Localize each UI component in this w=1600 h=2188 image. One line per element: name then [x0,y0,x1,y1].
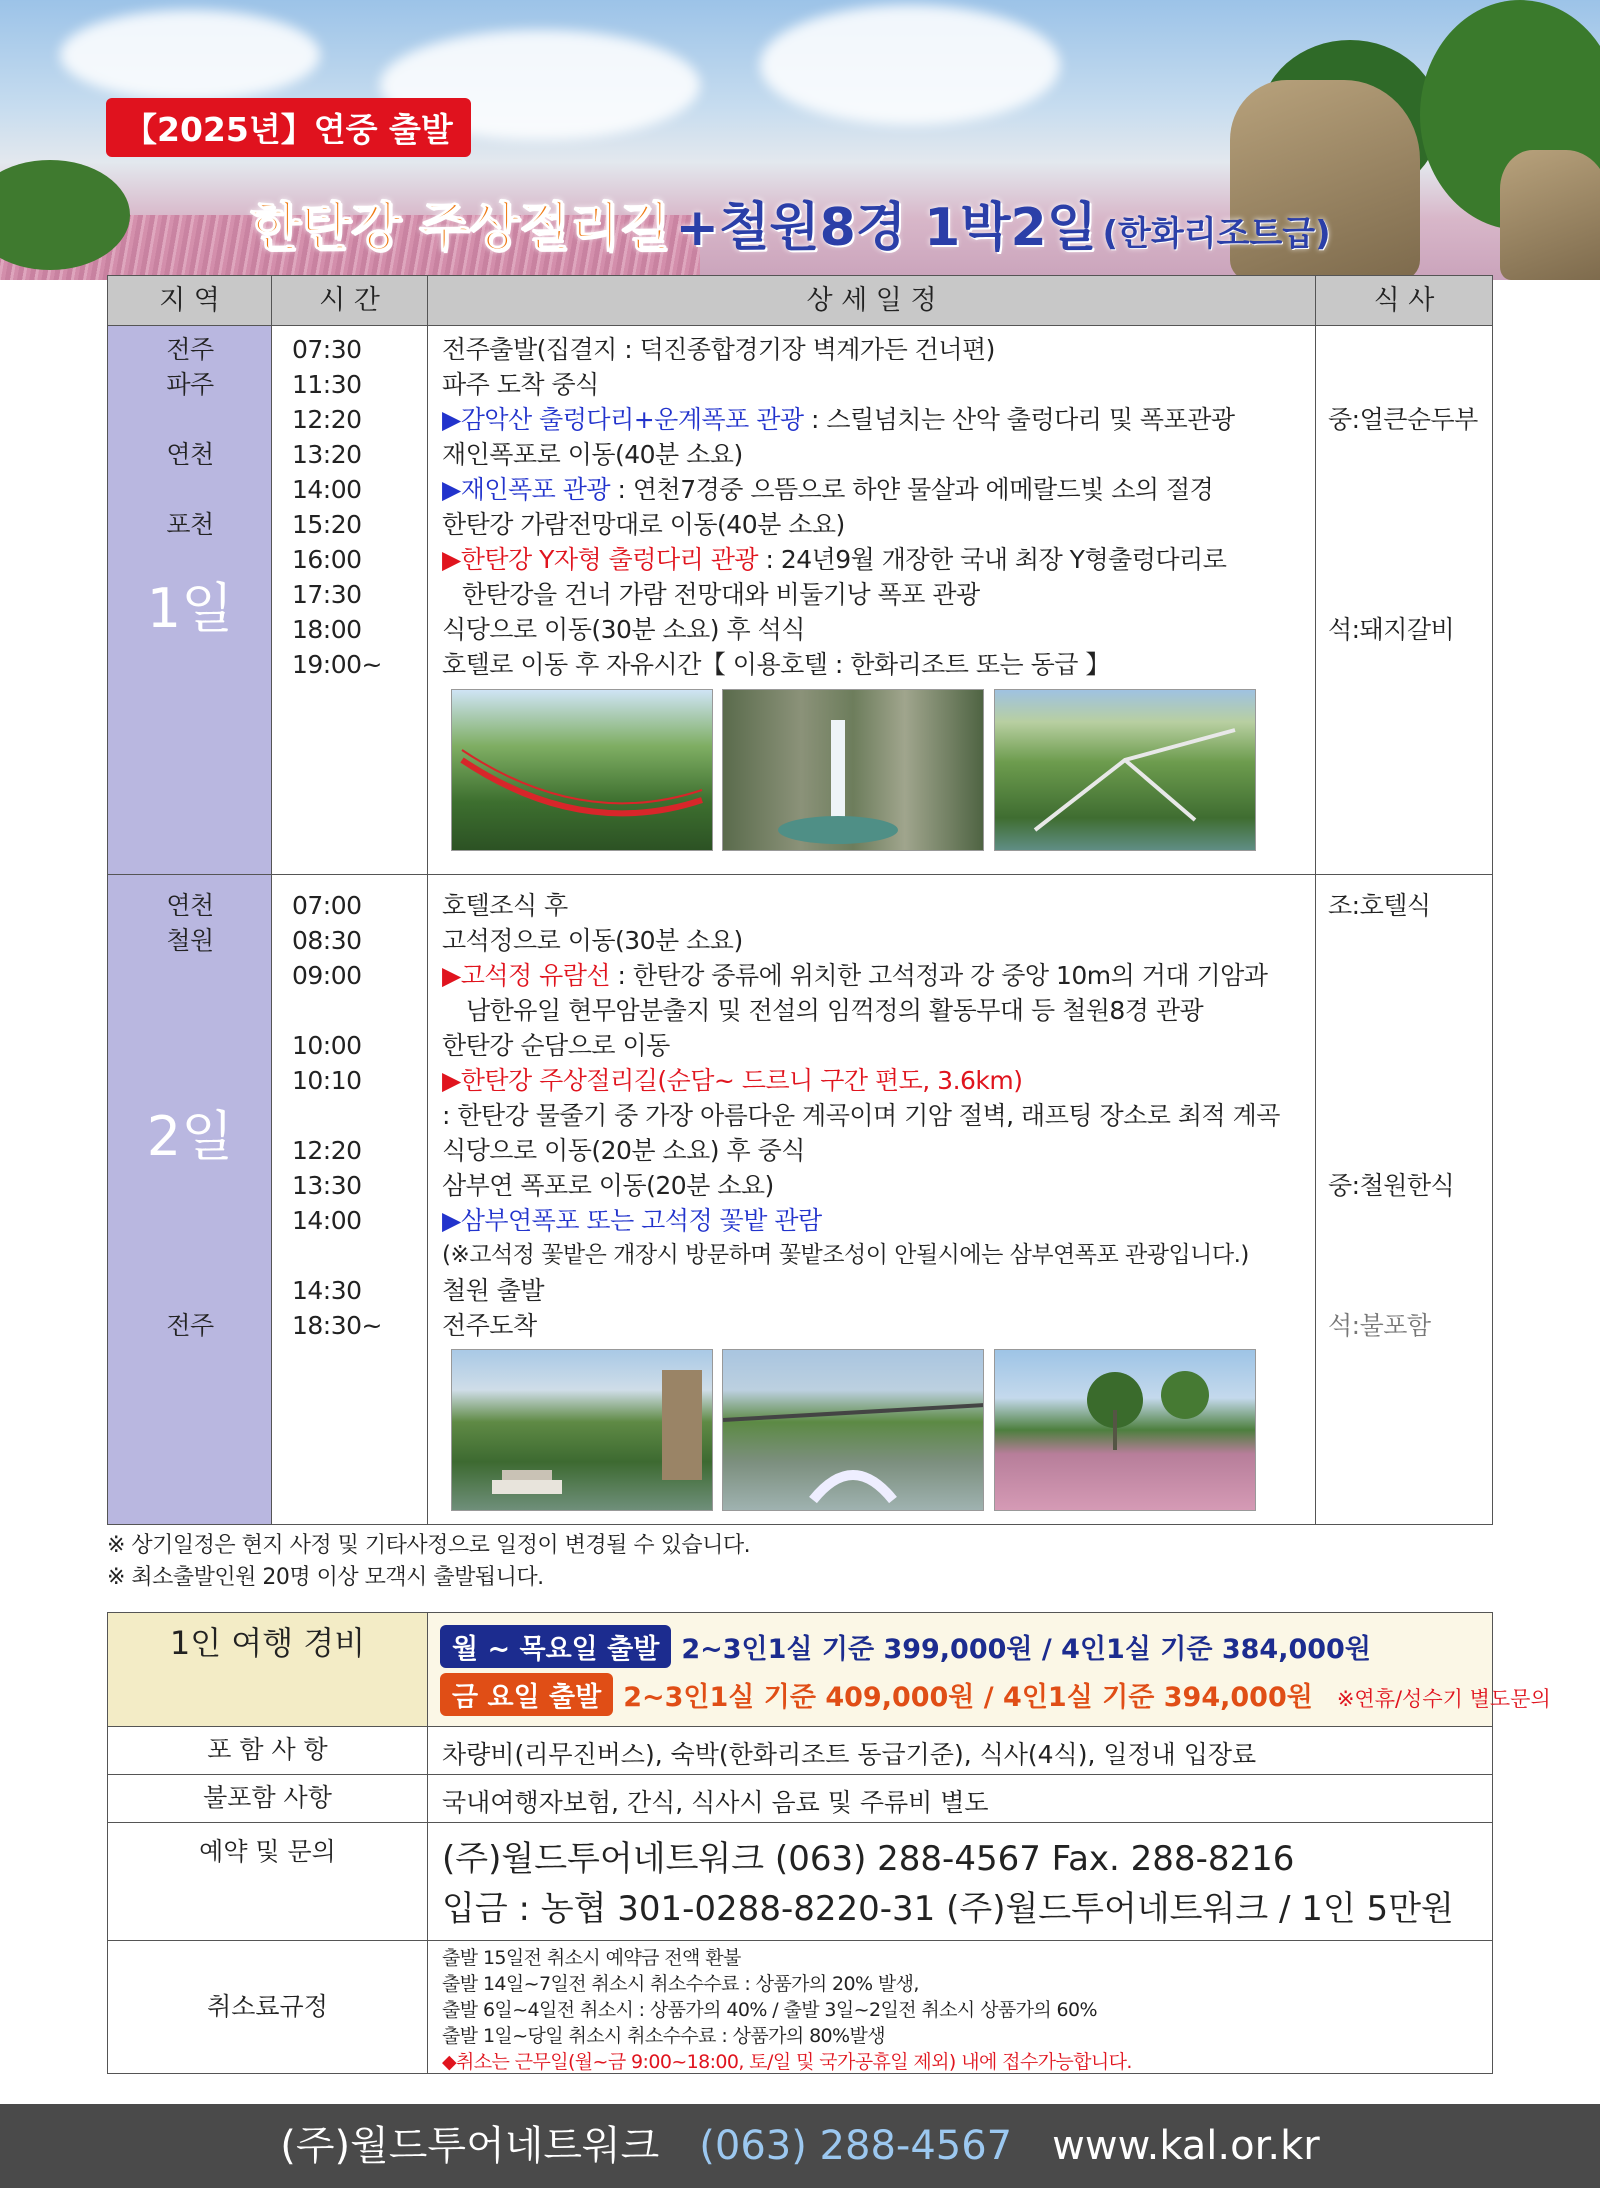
header-banner [0,0,1600,280]
detail-line [442,958,1267,993]
region-label: 철원 [166,926,214,955]
footer-phone: (063) 288-4567 [699,2123,1013,2169]
cancel-line: 출발 1일~당일 취소시 취소수수료 : 상품가의 80%발생 [442,2025,886,2047]
photo-suspension-bridge [451,689,713,851]
meal-value: 조:호텔식 [1328,891,1431,920]
detail-line [442,402,1235,437]
detail-line: 호텔로 이동 후 자유시간【 이용호텔 : 한화리조트 또는 동급 】 [442,650,1110,679]
friday-price: 2~3인1실 기준 409,000원 / 4인1실 기준 394,000원 [623,1682,1313,1713]
time-value: 14:00 [292,475,362,504]
detail-line: 한탄강 순담으로 이동 [442,1031,670,1060]
detail-text: : 연천7경중 으뜸으로 하얀 물살과 에메랄드빛 소의 절경 [610,475,1214,504]
waterfall-drawing [723,690,984,851]
meal-value: 석:돼지갈비 [1328,615,1455,644]
cloud-shape [60,10,320,100]
time-value: 18:30~ [292,1311,382,1340]
highlight-text: ▶재인폭포 관광 [442,475,611,504]
detail-line: 철원 출발 [442,1276,545,1305]
include-label: 포 함 사 항 [108,1726,428,1774]
friday-pill: 금 요일 출발 [440,1673,613,1716]
time-value: 15:20 [292,510,362,539]
detail-line: 고석정으로 이동(30분 소요) [442,926,743,955]
cancel-note: ◆취소는 근무일(월~금 9:00~18:00, 토/일 및 국가공휴일 제외) 내에 접수가능합니다. [442,2051,1132,2073]
region-label: 전주 [166,335,214,364]
include-value: 차량비(리무진버스), 숙박(한화리조트 동급기준), 식사(4식), 일정내 입장료 [442,1740,1257,1769]
time-value: 11:30 [292,370,362,399]
schedule-table [107,275,1493,1525]
fee-note: ※연휴/성수기 별도문의 [1336,1687,1551,1711]
header-time: 시 간 [272,276,428,326]
page-title [250,185,1331,260]
time-value: 14:00 [292,1206,362,1235]
highlight-text: ▶감악산 출렁다리+운계폭포 관광 [442,405,804,434]
meal-column [1316,326,1492,1524]
detail-line [442,542,1226,577]
photo-cliff-trail [722,1349,984,1511]
time-value: 18:00 [292,615,362,644]
flower-drawing [995,1350,1256,1511]
time-value: 10:00 [292,1031,362,1060]
time-value: 12:20 [292,1136,362,1165]
weekday-pill: 월 ~ 목요일 출발 [440,1625,671,1668]
highlight-text: ▶고석정 유람선 [442,961,611,990]
exclude-value: 국내여행자보험, 간식, 식사시 음료 및 주류비 별도 [442,1788,989,1817]
region-label: 전주 [166,1311,214,1340]
title-main: 한탄강 주상절리길 [250,198,670,258]
weekday-fee-row [440,1625,1371,1668]
detail-text: : 스릴넘치는 산악 출렁다리 및 폭포관광 [803,405,1235,434]
detail-line: 파주 도착 중식 [442,370,599,399]
region-label: 연천 [166,891,214,920]
day2-details [428,888,1316,1348]
time-value: 08:30 [292,926,362,955]
year-badge: 【2025년】연중 출발 [106,98,471,157]
bridge-drawing [452,690,713,851]
detail-text: : 24년9월 개장한 국내 최장 Y형출렁다리로 [758,545,1227,574]
weekday-price: 2~3인1실 기준 399,000원 / 4인1실 기준 384,000원 [681,1634,1371,1665]
trail-drawing [723,1350,984,1511]
cancel-line: 출발 6일~4일전 취소시 : 상품가의 40% / 출발 3일~2일전 취소시 상품가의 60% [442,1999,1097,2021]
info-table [107,1612,1551,2074]
boat-drawing [452,1350,713,1511]
note-line: ※ 상기일정은 현지 사정 및 기타사정으로 일정이 변경될 수 있습니다. [107,1533,751,1558]
detail-line: ▶한탄강 주상절리길(순담~ 드르니 구간 편도, 3.6km) [442,1066,1023,1095]
time-value: 13:30 [292,1171,362,1200]
meal-value: 석:불포함 [1328,1311,1431,1340]
region-label: 연천 [166,440,214,469]
detail-line: (※고석정 꽃밭은 개장시 방문하며 꽃밭조성이 안될시에는 삼부연폭포 관광입니다.) [442,1242,1249,1268]
friday-fee-row [440,1673,1551,1716]
time-value: 13:20 [292,440,362,469]
time-value: 12:20 [292,405,362,434]
fee-value-cell [428,1613,1551,1726]
detail-line [442,472,1213,507]
meal-value: 중:철원한식 [1328,1171,1455,1200]
contact-line-1: (주)월드투어네트워크 (063) 288-4567 Fax. 288-8216 [442,1839,1295,1879]
detail-line: 삼부연 폭포로 이동(20분 소요) [442,1171,774,1200]
day-divider [108,874,1492,875]
header-region: 지 역 [108,276,272,326]
detail-line: 식당으로 이동(30분 소요) 후 석식 [442,615,805,644]
cancel-label: 취소료규정 [108,1940,428,2073]
day-number: 2일 [146,1105,234,1168]
contact-line-2: 입금 : 농협 301-0288-8220-31 (주)월드투어네트워크 / 1인 5만원 [442,1889,1454,1929]
time-value: 09:00 [292,961,362,990]
meal-value: 중:얼큰순두부 [1328,405,1478,434]
exclude-label: 불포함 사항 [108,1774,428,1822]
schedule-header-row [108,276,1492,326]
title-sub: (한화리조트급) [1102,214,1331,254]
time-value: 14:30 [292,1276,362,1305]
detail-line: 한탄강을 건너 가람 전망대와 비둘기낭 폭포 관광 [462,580,980,609]
footer-website[interactable]: www.kal.or.kr [1052,2123,1320,2169]
cloud-shape [760,5,1060,125]
photo-flower-garden [994,1349,1256,1511]
contact-label: 예약 및 문의 [108,1822,428,1940]
header-detail: 상 세 일 정 [428,276,1316,326]
detail-line: 전주도착 [442,1311,537,1340]
note-line: ※ 최소출발인원 20명 이상 모객시 출발됩니다. [107,1565,544,1590]
time-value: 10:10 [292,1066,362,1095]
detail-line: 남한유일 현무암분출지 및 전설의 임꺽정의 활동무대 등 철원8경 관광 [466,996,1204,1025]
fee-label: 1인 여행 경비 [108,1613,428,1726]
detail-line: 식당으로 이동(20분 소요) 후 중식 [442,1136,805,1165]
detail-line: 전주출발(집결지 : 덕진종합경기장 벽계가든 건너편) [442,335,995,364]
cancel-line: 출발 15일전 취소시 예약금 전액 환불 [442,1947,741,1969]
time-value: 16:00 [292,545,362,574]
detail-text: : 한탄강 중류에 위치한 고석정과 강 중앙 10m의 거대 기암과 [610,961,1268,990]
region-label: 파주 [166,370,214,399]
highlight-text: ▶한탄강 Y자형 출렁다리 관광 [442,545,758,574]
photo-y-bridge [994,689,1256,851]
detail-line: : 한탄강 물줄기 중 가장 아름다운 계곡이며 기암 절벽, 래프팅 장소로 최적 계곡 [442,1101,1280,1130]
detail-line: ▶삼부연폭포 또는 고석정 꽃밭 관람 [442,1206,822,1235]
region-label: 포천 [166,510,214,539]
time-value: 07:00 [292,891,362,920]
photo-waterfall [722,689,984,851]
detail-line: 한탄강 가람전망대로 이동(40분 소요) [442,510,845,539]
time-value: 17:30 [292,580,362,609]
title-plus: +철원8경 1박2일 [675,198,1097,258]
schedule-notes [107,1530,750,1594]
header-meal: 식 사 [1373,285,1435,316]
day-number: 1일 [146,577,234,640]
photo-cruise-boat [451,1349,713,1511]
detail-line: 호텔조식 후 [442,891,568,920]
day1-details [428,332,1316,679]
cliff-rock-shape [1500,150,1600,280]
footer-company: (주)월드투어네트워크 [280,2123,660,2169]
y-bridge-drawing [995,690,1256,851]
footer-bar [0,2104,1600,2188]
detail-line: 재인폭포로 이동(40분 소요) [442,440,743,469]
time-value: 07:30 [292,335,362,364]
cancel-line: 출발 14일~7일전 취소시 취소수수료 : 상품가의 20% 발생, [442,1973,919,1995]
time-value: 19:00~ [292,650,382,679]
